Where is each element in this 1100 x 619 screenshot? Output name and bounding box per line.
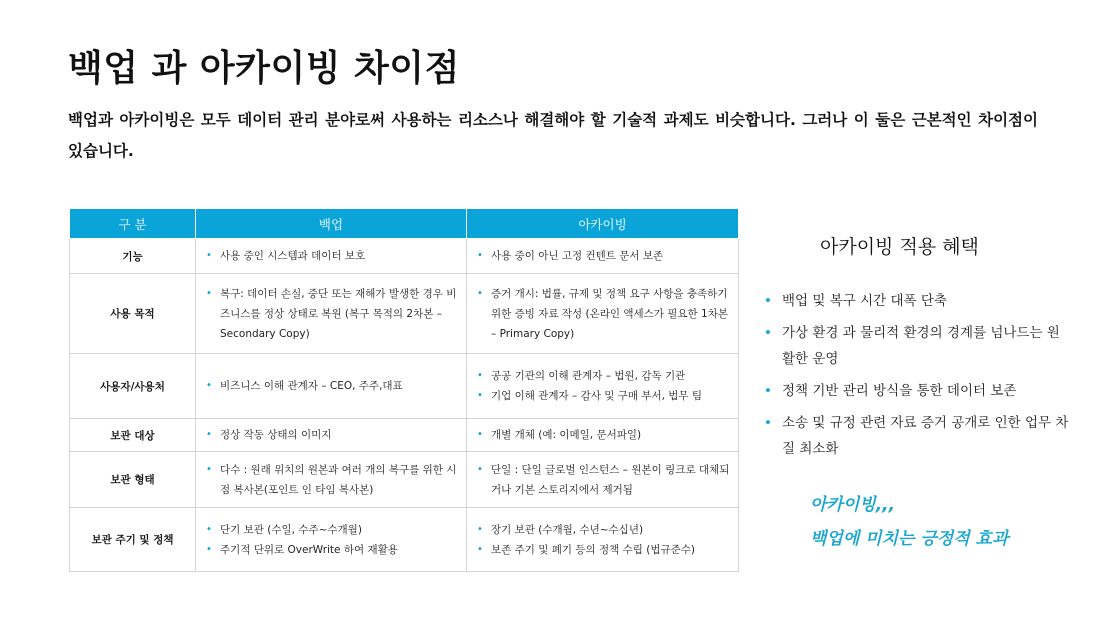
archive-cell bbox=[467, 354, 739, 419]
row-category: 보관 대상 bbox=[70, 419, 196, 452]
list-item: • 주기적 단위로 OverWrite 하여 재활용 bbox=[204, 540, 458, 560]
table-row bbox=[70, 274, 739, 354]
table-header-row bbox=[70, 209, 739, 239]
benefit-item: • 백업 및 복구 시간 대폭 단축 bbox=[760, 288, 1070, 314]
backup-cell bbox=[196, 508, 467, 572]
row-category: 사용 목적 bbox=[70, 274, 196, 354]
list-item: • 증거 개시: 법률, 규제 및 정책 요구 사항을 충족하기 위한 증빙 자료 작성 (온라인 액세스가 필요한 1차본 – Primary Copy) bbox=[475, 284, 730, 344]
row-category: 사용자/사용처 bbox=[70, 354, 196, 419]
page-title: 백업 과 아카이빙 차이점 bbox=[68, 48, 460, 89]
list-item: • 단일 : 단일 글로벌 인스턴스 – 원본이 링크로 대체되거나 기본 스토리지에서 제거됨 bbox=[475, 460, 730, 500]
list-item: • 공공 기관의 이해 관계자 – 법원, 감독 기관 bbox=[475, 366, 730, 386]
effect-line-1: 아카이빙,,, bbox=[810, 495, 896, 515]
benefits-list bbox=[760, 288, 1070, 468]
list-item: • 다수 : 원래 위치의 원본과 여러 개의 복구를 위한 시점 복사본(포인트 인 타임 복사본) bbox=[204, 460, 458, 500]
list-item: • 정상 작동 상태의 이미지 bbox=[204, 425, 458, 445]
list-item: • 기업 이해 관계자 – 감사 및 구매 부서, 법무 팀 bbox=[475, 386, 730, 406]
list-item: • 보존 주기 및 폐기 등의 정책 수립 (법규준수) bbox=[475, 540, 730, 560]
archive-cell bbox=[467, 452, 739, 508]
backup-cell bbox=[196, 419, 467, 452]
table-row bbox=[70, 239, 739, 274]
list-item: • 단기 보관 (수일, 수주~수개월) bbox=[204, 520, 458, 540]
archive-cell bbox=[467, 508, 739, 572]
list-item: • 사용 중이 아닌 고정 컨텐트 문서 보존 bbox=[475, 246, 730, 266]
backup-cell bbox=[196, 452, 467, 508]
table-row bbox=[70, 452, 739, 508]
row-category: 보관 형태 bbox=[70, 452, 196, 508]
header-backup: 백업 bbox=[196, 209, 467, 239]
effect-callout bbox=[810, 488, 1008, 556]
backup-cell bbox=[196, 274, 467, 354]
archive-cell bbox=[467, 239, 739, 274]
table-row bbox=[70, 508, 739, 572]
benefit-item: • 가상 환경 과 물리적 환경의 경계를 넘나드는 원활한 운영 bbox=[760, 320, 1070, 372]
list-item: • 사용 중인 시스템과 데이터 보호 bbox=[204, 246, 458, 266]
benefit-item: • 소송 및 규정 관련 자료 증거 공개로 인한 업무 차질 최소화 bbox=[760, 410, 1070, 462]
list-item: • 비즈니스 이해 관계자 – CEO, 주주,대표 bbox=[204, 376, 458, 396]
list-item: • 개별 개체 (예: 이메일, 문서파일) bbox=[475, 425, 730, 445]
table-row bbox=[70, 354, 739, 419]
list-item: • 장기 보관 (수개월, 수년~수십년) bbox=[475, 520, 730, 540]
effect-line-2: 백업에 미치는 긍정적 효과 bbox=[810, 529, 1009, 549]
comparison-table bbox=[69, 208, 739, 572]
backup-cell bbox=[196, 354, 467, 419]
row-category: 보관 주기 및 정책 bbox=[70, 508, 196, 572]
header-archive: 아카이빙 bbox=[467, 209, 739, 239]
list-item: • 복구: 데이터 손실, 중단 또는 재해가 발생한 경우 비즈니스를 정상 상태로 복원 (복구 목적의 2차본 – Secondary Copy) bbox=[204, 284, 458, 344]
row-category: 기능 bbox=[70, 239, 196, 274]
benefits-title: 아카이빙 적용 혜택 bbox=[820, 236, 979, 258]
archive-cell bbox=[467, 419, 739, 452]
backup-cell bbox=[196, 239, 467, 274]
header-category: 구 분 bbox=[70, 209, 196, 239]
intro-paragraph: 백업과 아카이빙은 모두 데이터 관리 분야로써 사용하는 리소스나 해결해야 할 기술적 과제도 비슷합니다. 그러나 이 둘은 근본적인 차이점이 있습니다. bbox=[68, 111, 1038, 160]
archive-cell bbox=[467, 274, 739, 354]
benefit-item: • 정책 기반 관리 방식을 통한 데이터 보존 bbox=[760, 378, 1070, 404]
table-row bbox=[70, 419, 739, 452]
